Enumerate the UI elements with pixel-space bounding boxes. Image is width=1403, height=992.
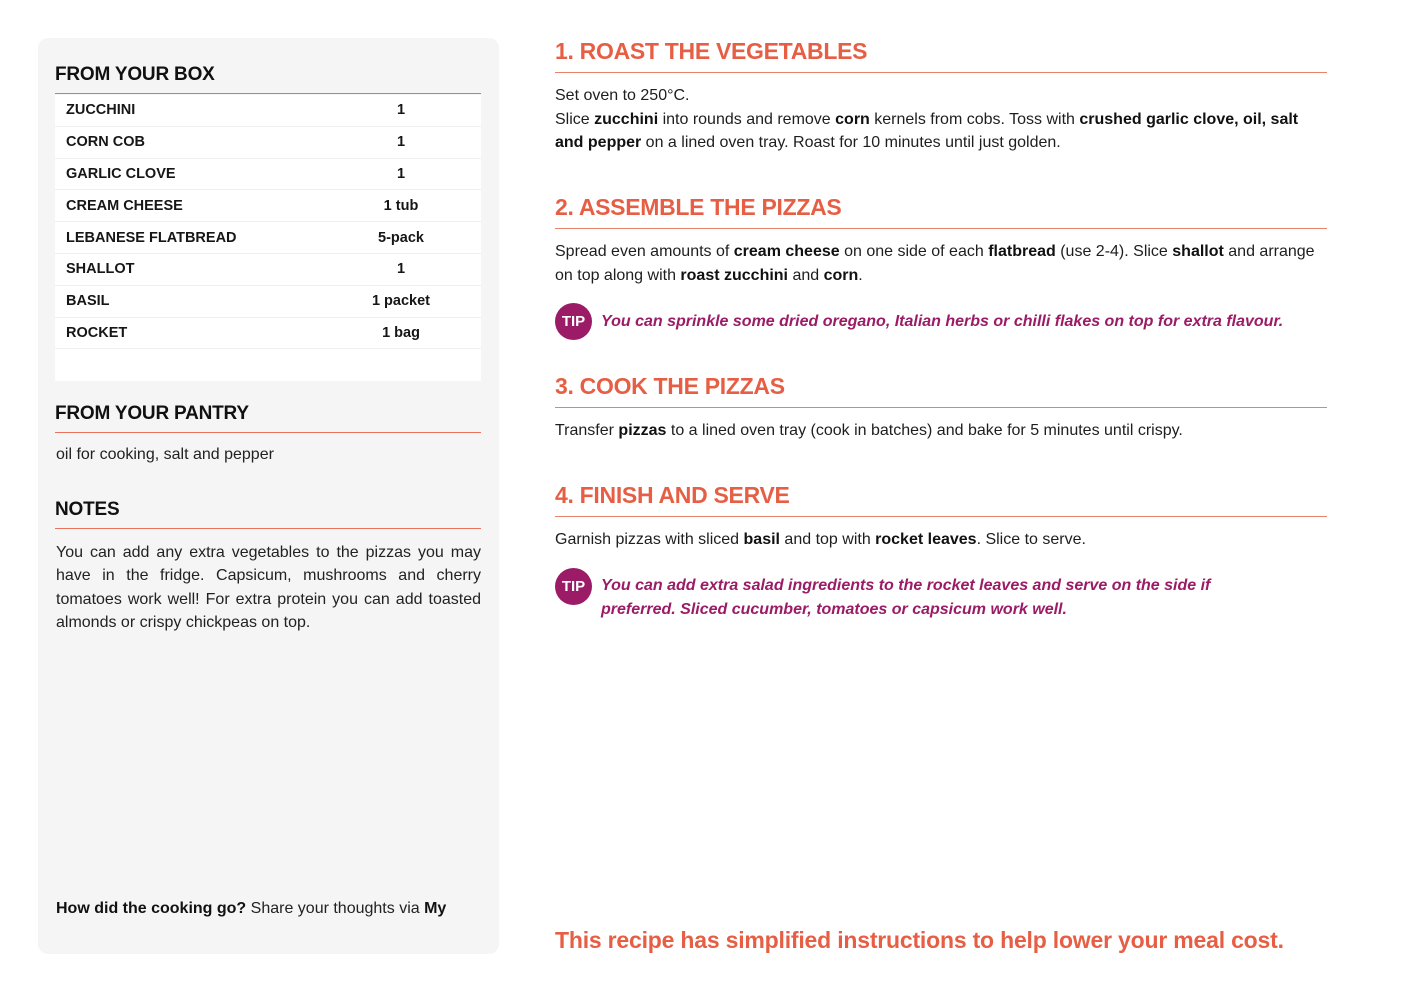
feedback-question: How did the cooking go? [56, 900, 247, 917]
emphasis-text: corn [835, 110, 870, 128]
step-1-title: 1. ROAST THE VEGETABLES [555, 38, 868, 64]
ingredient-qty: 1 [396, 102, 406, 119]
ingredient-qty: 1 [396, 261, 406, 278]
ingredients-table [55, 95, 481, 381]
ingredient-row [55, 318, 481, 350]
ingredient-name: LEBANESE FLATBREAD [66, 229, 237, 246]
ingredient-qty: 5-pack [378, 229, 424, 246]
emphasis-text: cream cheese [733, 243, 840, 260]
ingredient-qty: 1 [396, 134, 406, 151]
ingredient-name: BASIL [66, 293, 110, 310]
emphasis-text: flatbread [988, 243, 1056, 260]
ingredient-name: ZUCCHINI [66, 102, 136, 119]
method-column [555, 0, 1327, 992]
ingredient-row [55, 159, 481, 191]
emphasis-text: zucchini [594, 110, 659, 128]
tip-badge-icon: TIP [555, 303, 592, 340]
feedback-text: Share your thoughts via [246, 900, 425, 917]
emphasis-text: pizzas [618, 422, 667, 439]
step-divider [555, 228, 1327, 229]
section-divider [55, 528, 481, 529]
step-4-tip [555, 568, 1327, 621]
ingredient-row [55, 286, 481, 318]
ingredient-name: SHALLOT [66, 261, 135, 278]
ingredient-row [55, 222, 481, 254]
ingredient-row [55, 254, 481, 286]
ingredient-name: ROCKET [66, 324, 128, 341]
ingredient-qty: 1 packet [371, 293, 431, 310]
pantry-items: oil for cooking, salt and pepper [56, 446, 274, 463]
step-1-body: Set oven to 250°C. Slice zucchini into rounds and remove corn kernels from cobs. Toss with crushed garlic clove, oil, salt and pepper on a lined oven tray. Roast for 10 minutes until just golden. [555, 87, 1299, 151]
emphasis-text: rocket leaves [875, 531, 977, 548]
feedback-link[interactable]: My [424, 900, 447, 917]
ingredient-row [55, 190, 481, 222]
ingredient-qty: 1 tub [383, 197, 419, 214]
ingredient-qty: 1 [396, 165, 406, 182]
step-4-body: Garnish pizzas with sliced basil and top with rocket leaves. Slice to serve. [555, 531, 1086, 548]
emphasis-text: basil [743, 531, 780, 548]
from-your-box-title: FROM YOUR BOX [55, 64, 215, 85]
section-divider [55, 93, 481, 94]
step-3-title: 3. COOK THE PIZZAS [555, 373, 785, 399]
ingredient-name: CREAM CHEESE [66, 197, 183, 214]
ingredient-name: GARLIC CLOVE [66, 165, 176, 182]
emphasis-text: shallot [1172, 243, 1224, 260]
simplified-recipe-note: This recipe has simplified instructions to help lower your meal cost. [555, 927, 1284, 953]
tip-text: You can add extra salad ingredients to the rocket leaves and serve on the side if preferred. Sliced cucumber, tomatoes or capsicum work well. [601, 577, 1211, 618]
ingredient-name: CORN COB [66, 134, 145, 151]
step-4-title: 4. FINISH AND SERVE [555, 482, 790, 508]
ingredient-row [55, 127, 481, 159]
step-divider [555, 407, 1327, 408]
step-divider [555, 72, 1327, 73]
sidebar-panel [38, 38, 499, 954]
ingredient-qty: 1 bag [382, 324, 420, 341]
from-your-pantry-title: FROM YOUR PANTRY [55, 403, 249, 424]
emphasis-text: roast zucchini [680, 266, 788, 284]
notes-title: NOTES [55, 499, 120, 520]
tip-text: You can sprinkle some dried oregano, Italian herbs or chilli flakes on top for extra flavour. [601, 313, 1284, 330]
ingredient-row [55, 95, 481, 127]
emphasis-text: corn [823, 266, 859, 284]
step-2-title: 2. ASSEMBLE THE PIZZAS [555, 194, 842, 220]
step-3-body: Transfer pizzas to a lined oven tray (cook in batches) and bake for 5 minutes until crispy. [555, 422, 1183, 439]
step-divider [555, 516, 1327, 517]
notes-text: You can add any extra vegetables to the pizzas you may have in the fridge. Capsicum, mushrooms and cherry tomatoes work well! For extra protein you can add toasted almonds or crispy chickpeas on top. [56, 544, 481, 631]
step-2-body: Spread even amounts of cream cheese on one side of each flatbread (use 2-4). Slice shallot and arrange on top along with roast zucchini and corn. [555, 243, 1315, 284]
emphasis-text: crushed garlic clove, oil, salt and pepper [555, 110, 1299, 151]
section-divider [55, 432, 481, 433]
tip-badge-icon: TIP [555, 568, 592, 605]
step-2-tip [555, 303, 1327, 340]
feedback-prompt [56, 900, 446, 918]
